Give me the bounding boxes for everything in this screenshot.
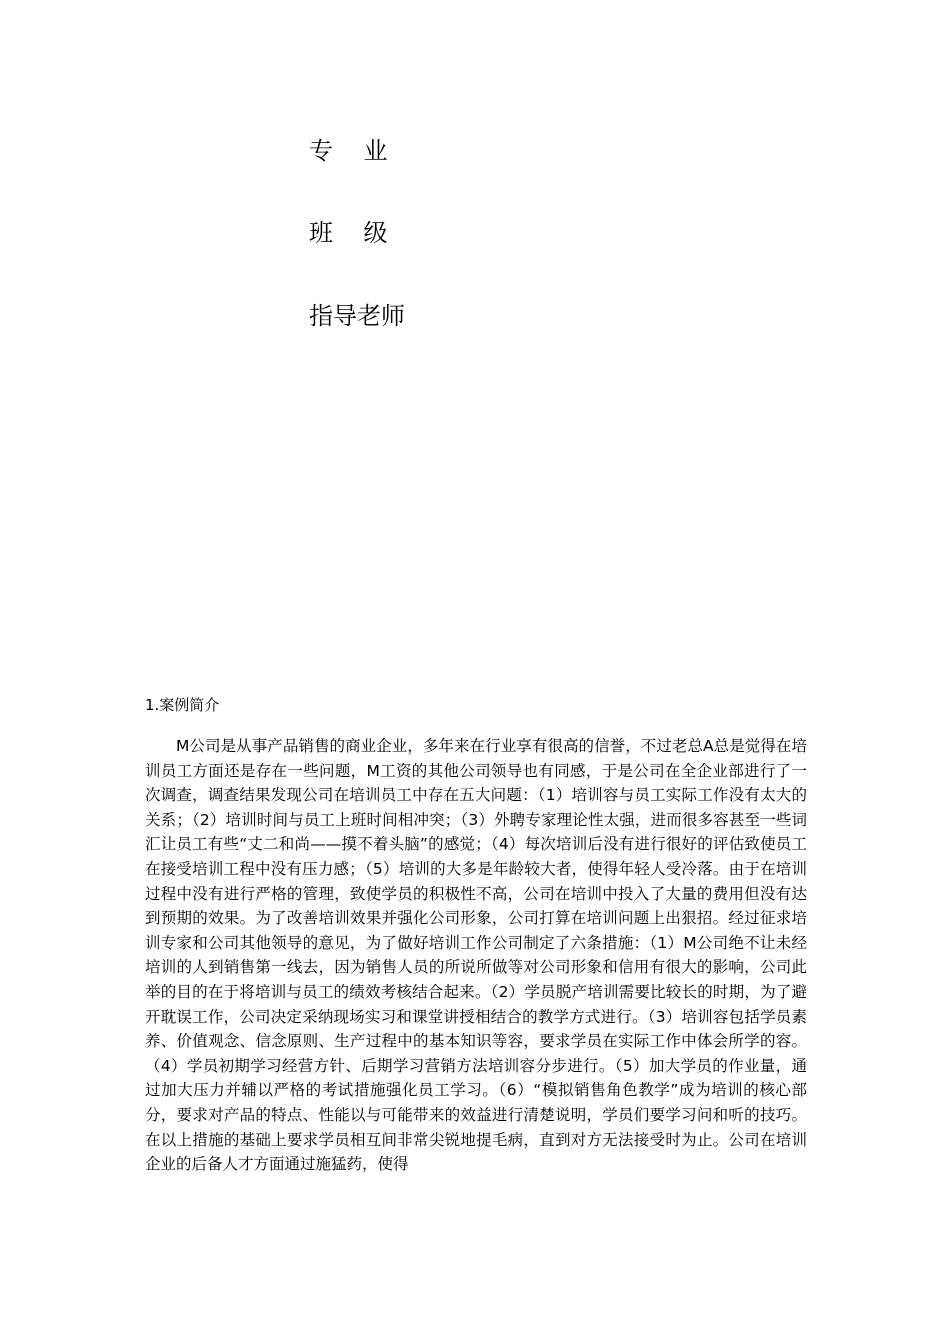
case-intro-paragraph: M公司是从事产品销售的商业企业，多年来在行业享有很高的信誉，不过老总A总是觉得在培训员工方面还是存在一些问题，M工资的其他公司领导也有同感，于是公司在全企业部进行了一次调查，调查结果发现公司在培训员工中存在五大问题：（1）培训容与员工实际工作没有太大的关系；（2）培训时间与员工上班时间相冲突；（3）外聘专家理论性太强，进而很多容甚至一些词汇让员工有些“丈二和尚——摸不着头脑”的感觉；（4）每次培训后没有进行很好的评估致使员工在接受培训工程中没有压力感；（5）培训的大多是年龄较大者，使得年轻人受冷落。由于在培训过程中没有进行严格的管理，致使学员的积极性不高，公司在培训中投入了大量的费用但没有达到预期的效果。为了改善培训效果并强化公司形象，公司打算在培训问题上出狠招。经过征求培训专家和公司其他领导的意见，为了做好培训工作公司制定了六条措施：（1）M公司绝不让未经培训的人到销售第一线去，因为销售人员的所说所做等对公司形象和信用有很大的影响，公司此举的目的在于将培训与员工的绩效考核结合起来。（2）学员脱产培训需要比较长的时期，为了避开耽误工作，公司决定采纳现场实习和课堂讲授相结合的教学方式进行。（3）培训容包括学员素养、价值观念、信念原则、生产过程中的基本知识等容，要求学员在实际工作中体会所学的容。（4）学员初期学习经营方针、后期学习营销方法培训容分步进行。（5）加大学员的作业量，通过加大压力并辅以严格的考试措施强化员工学习。（6）“模拟销售角色教学”成为培训的核心部分，要求对产品的特点、性能以与可能带来的效益进行清楚说明，学员们要学习问和听的技巧。在以上措施的基础上要求学员相互间非常尖锐地提毛病，直到对方无法接受时为止。公司在培训企业的后备人才方面通过施猛药，使得 <box>145 737 807 1174</box>
advisor-label: 指导老师 <box>309 302 405 330</box>
section-heading: 1.案例简介 <box>145 696 220 714</box>
major-label: 专 业 <box>309 137 388 165</box>
class-label: 班 级 <box>309 219 388 247</box>
